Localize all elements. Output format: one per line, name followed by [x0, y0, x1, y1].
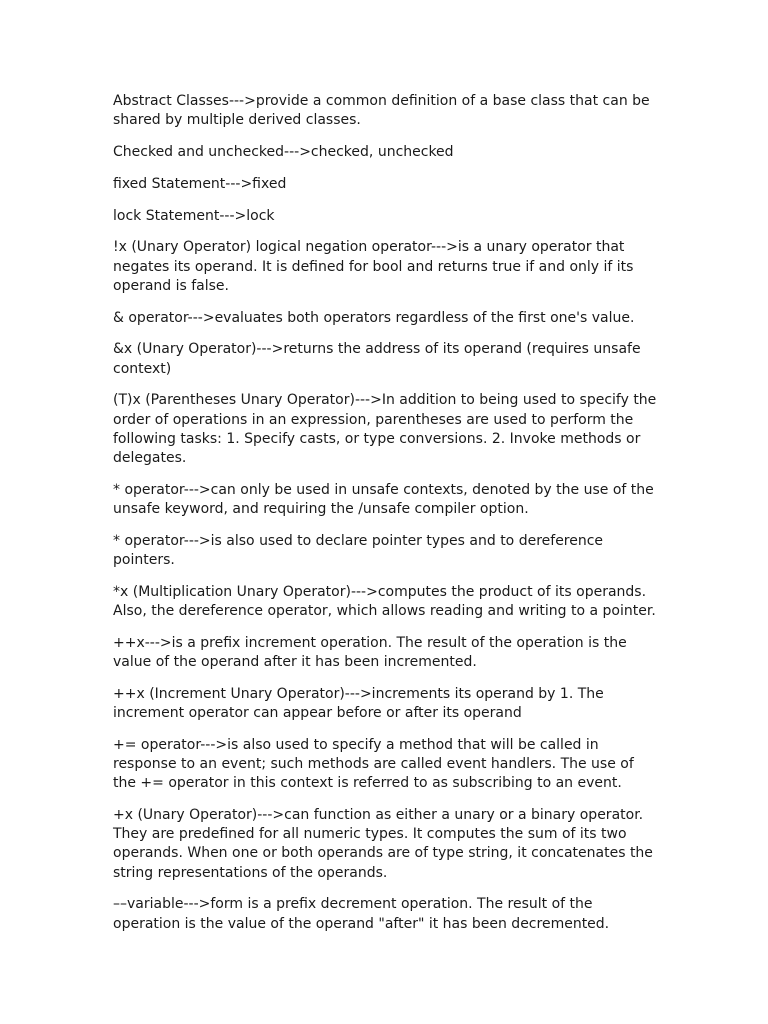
paragraph-lock-statement: lock Statement--->lock	[113, 207, 275, 224]
document-body	[113, 92, 658, 946]
paragraph-prefix-decrement: ––variable--->form is a prefix decrement operation. The result of the operation is the value of the operand "after" it has been decremented.	[113, 896, 610, 932]
paragraph-abstract-classes: Abstract Classes--->provide a common definition of a base class that can be shared by multiple derived classes.	[113, 93, 650, 129]
paragraph-fixed-statement: fixed Statement--->fixed	[113, 175, 287, 192]
paragraph-address-of: &x (Unary Operator)--->returns the address of its operand (requires unsafe context)	[113, 341, 641, 377]
paragraph-unary-plus: +x (Unary Operator)--->can function as either a unary or a binary operator. They are predefined for all numeric types. It computes the sum of its two operands. When one or both operands are of type string, it concatenates the string representations of the operands.	[113, 807, 653, 881]
paragraph-checked-unchecked: Checked and unchecked--->checked, unchecked	[113, 144, 454, 160]
paragraph-star-operator-unsafe: * operator--->can only be used in unsafe contexts, denoted by the use of the unsafe keyword, and requiring the /unsafe compiler option.	[113, 481, 654, 517]
paragraph-ampersand-operator: & operator--->evaluates both operators regardless of the first one's value.	[113, 309, 635, 326]
paragraph-parentheses-operator: (T)x (Parentheses Unary Operator)--->In addition to being used to specify the order of operations in an expression, parentheses are used to perform the following tasks: 1. Specify casts, or type conversions. 2. Invoke methods or delegates.	[113, 392, 657, 466]
paragraph-prefix-increment: ++x--->is a prefix increment operation. The result of the operation is the value of the operand after it has been incremented.	[113, 634, 627, 670]
paragraph-logical-negation: !x (Unary Operator) logical negation operator--->is a unary operator that negates its operand. It is defined for bool and returns true if and only if its operand is false.	[113, 239, 634, 294]
paragraph-plus-equals-operator: += operator--->is also used to specify a method that will be called in response to an event; such methods are called event handlers. The use of the += operator in this context is referred to as subscribing to an event.	[113, 736, 634, 792]
paragraph-increment-operator: ++x (Increment Unary Operator)--->increments its operand by 1. The increment operator can appear before or after its operand	[113, 685, 604, 721]
paragraph-multiplication-operator: *x (Multiplication Unary Operator)--->computes the product of its operands. Also, the dereference operator, which allows reading and writing to a pointer.	[113, 583, 656, 619]
paragraph-star-operator-pointers: * operator--->is also used to declare pointer types and to dereference pointers.	[113, 532, 604, 568]
